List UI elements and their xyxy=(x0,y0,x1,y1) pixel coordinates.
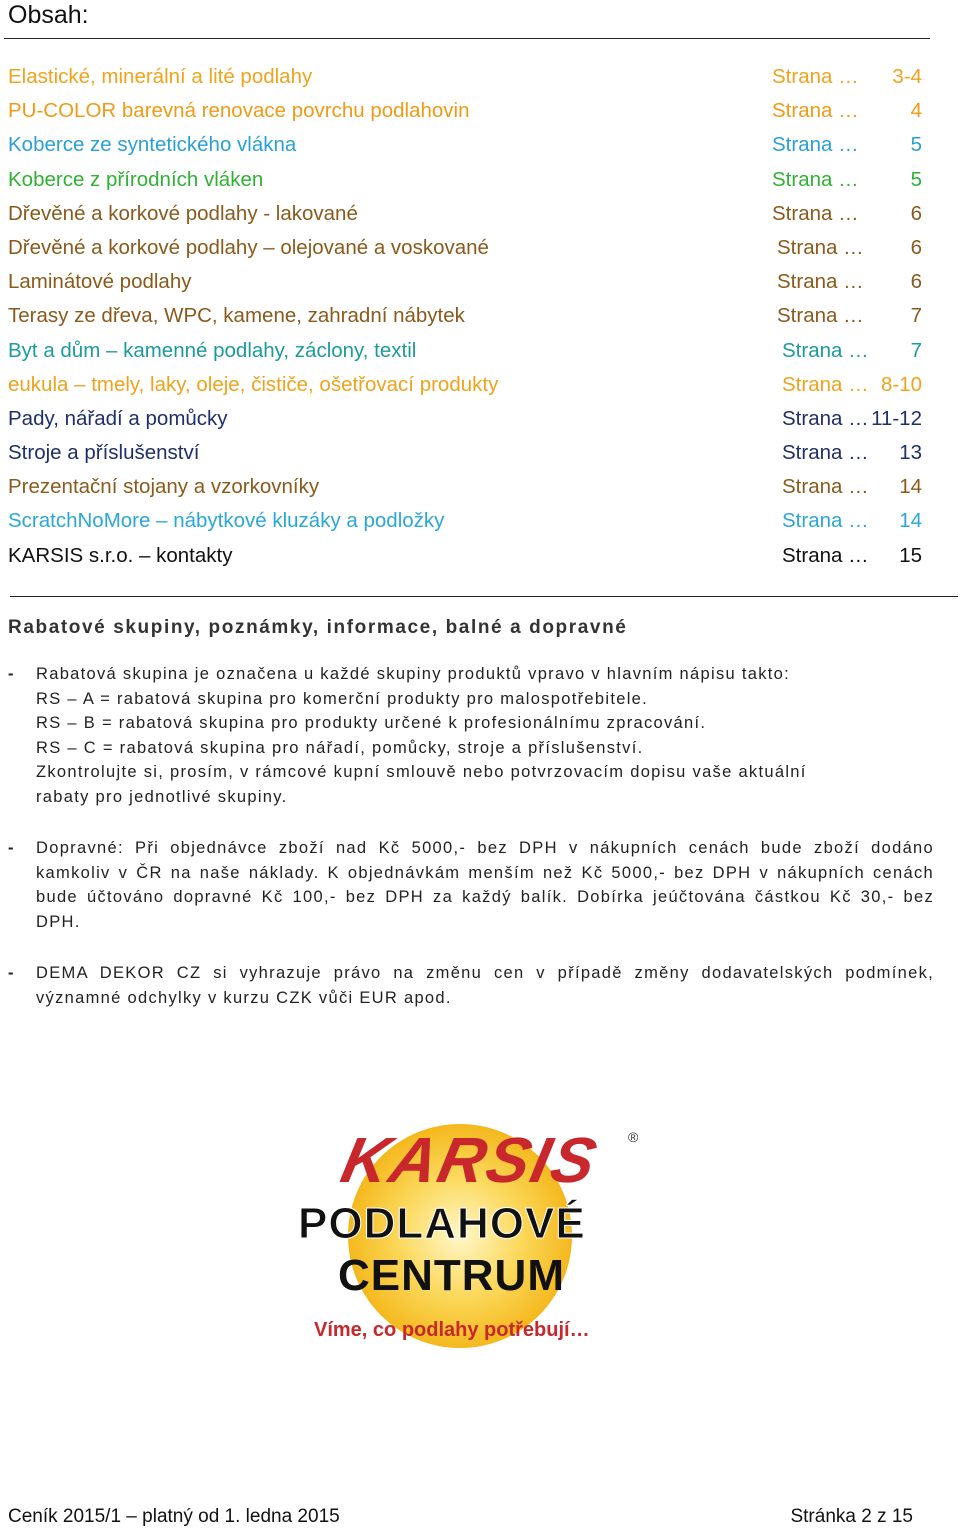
toc-item[interactable] xyxy=(8,94,928,128)
rabat-line: Zkontrolujte si, prosím, v rámcové kupní smlouvě nebo potvrzovacím dopisu vaše aktuální xyxy=(36,763,807,782)
toc-item-title: Byt a dům – kamenné podlahy, záclony, textil xyxy=(8,338,417,362)
page-footer xyxy=(8,1503,913,1531)
logo-registered: ® xyxy=(628,1129,639,1145)
rabat-line: Rabatová skupina je označena u každé skupiny produktů vpravo v hlavním nápisu takto: xyxy=(36,665,791,683)
toc-item-strana: Strana … xyxy=(782,475,869,499)
page-heading: Obsah: xyxy=(8,1,89,29)
toc-item-title: Terasy ze dřeva, WPC, kamene, zahradní nábytek xyxy=(8,304,465,328)
toc-item-page: 8-10 xyxy=(880,372,922,396)
toc-item-title: PU-COLOR barevná renovace povrchu podlahovin xyxy=(8,99,470,123)
toc-item-page: 7 xyxy=(910,304,922,328)
logo-line2: CENTRUM xyxy=(338,1251,565,1300)
rabat-line: RS – C = rabatová skupina pro nářadí, pomůcky, stroje a příslušenství. xyxy=(36,738,644,757)
toc-item-title: Dřevěné a korkové podlahy – olejované a voskované xyxy=(8,235,489,259)
toc-item-title: Koberce ze syntetického vlákna xyxy=(8,133,297,157)
toc-item-title: Laminátové podlahy xyxy=(8,270,192,294)
toc-item[interactable] xyxy=(8,504,928,538)
toc-item[interactable] xyxy=(8,60,928,94)
section-rule xyxy=(10,596,958,597)
toc-item-page: 5 xyxy=(910,167,922,191)
toc-item[interactable] xyxy=(8,368,928,402)
toc-item-page: 15 xyxy=(899,543,922,567)
toc-item-title: Elastické, minerální a lité podlahy xyxy=(8,65,313,88)
toc-item[interactable] xyxy=(8,470,928,504)
karsis-logo xyxy=(290,1118,670,1348)
toc-item-page: 14 xyxy=(899,509,922,533)
toc-item-strana: Strana … xyxy=(777,270,864,294)
toc-item-page: 14 xyxy=(899,475,922,499)
toc-item-page: 13 xyxy=(899,441,922,465)
toc-item[interactable] xyxy=(8,334,928,368)
toc-item-title: ScratchNoMore – nábytkové kluzáky a podložky xyxy=(8,509,445,533)
toc-item-page: 4 xyxy=(910,99,922,123)
toc-item-strana: Strana … xyxy=(782,406,869,430)
toc-item-strana: Strana … xyxy=(782,509,869,533)
price-change-text: DEMA DEKOR CZ si vyhrazuje právo na změnu cen v případě změny dodavatelských podmínek, významné odchylky v kurzu CZK vůči EUR apod. xyxy=(36,964,934,1007)
rabat-line: RS – A = rabatová skupina pro komerční produkty pro malospotřebitele. xyxy=(36,689,649,708)
rabat-section-title: Rabatové skupiny, poznámky, informace, balné a dopravné xyxy=(8,617,628,638)
toc-item-title: Stroje a příslušenství xyxy=(8,441,200,465)
toc-item-title: Dřevěné a korkové podlahy - lakované xyxy=(8,201,358,225)
bullet-dash: - xyxy=(8,665,15,683)
toc-item-page: 5 xyxy=(910,133,922,157)
toc-item-strana: Strana … xyxy=(782,543,869,567)
toc-item-strana: Strana … xyxy=(772,99,859,123)
rabat-line: RS – B = rabatová skupina pro produkty určené k profesionálnímu zpracování. xyxy=(36,714,707,733)
toc-item[interactable] xyxy=(8,539,928,573)
table-of-contents xyxy=(8,60,928,573)
toc-item-page: 11-12 xyxy=(871,406,922,430)
toc-item[interactable] xyxy=(8,265,928,299)
toc-item-title: KARSIS s.r.o. – kontakty xyxy=(8,543,233,567)
price-change-paragraph xyxy=(8,961,934,1010)
bullet-dash: - xyxy=(8,964,15,982)
toc-item-page: 6 xyxy=(910,201,922,225)
toc-item-strana: Strana … xyxy=(777,235,864,259)
toc-item-strana: Strana … xyxy=(772,65,859,88)
toc-item-strana: Strana … xyxy=(772,167,859,191)
toc-item-title: eukula – tmely, laky, oleje, čističe, ošetřovací produkty xyxy=(8,372,499,396)
toc-item-strana: Strana … xyxy=(777,304,864,328)
toc-item[interactable] xyxy=(8,231,928,265)
toc-item-strana: Strana … xyxy=(782,338,869,362)
toc-item-strana: Strana … xyxy=(772,201,859,225)
footer-page-number: Stránka 2 z 15 xyxy=(790,1506,913,1527)
toc-item[interactable] xyxy=(8,402,928,436)
toc-item-strana: Strana … xyxy=(782,372,869,396)
toc-item-page: 3-4 xyxy=(892,65,922,88)
toc-item[interactable] xyxy=(8,128,928,162)
toc-item[interactable] xyxy=(8,299,928,333)
toc-item[interactable] xyxy=(8,197,928,231)
rabat-paragraph xyxy=(8,662,934,810)
toc-item[interactable] xyxy=(8,436,928,470)
toc-item-strana: Strana … xyxy=(772,133,859,157)
dopravne-paragraph xyxy=(8,836,934,934)
footer-pricelist: Ceník 2015/1 – platný od 1. ledna 2015 xyxy=(8,1506,340,1527)
logo-slogan: Víme, co podlahy potřebují… xyxy=(314,1319,590,1341)
toc-item-title: Koberce z přírodních vláken xyxy=(8,167,264,191)
toc-item[interactable] xyxy=(8,163,928,197)
toc-item-page: 6 xyxy=(910,235,922,259)
bullet-dash: - xyxy=(8,839,15,857)
dopravne-text: Dopravné: Při objednávce zboží nad Kč 5000,- bez DPH v nákupních cenách bude zboží dodáno kamkoliv v ČR na naše náklady. K objednávkám menším než Kč 5000,- bez DPH v nákupních cenách bude účtováno dopravné Kč 100,- bez DPH za každý balík. Dobírka jeúčtována částkou Kč 30,- bez DPH. xyxy=(36,839,934,931)
logo-line1: PODLAHOVÉ xyxy=(298,1199,586,1248)
logo-brand: KARSIS xyxy=(335,1123,605,1196)
toc-item-page: 6 xyxy=(910,270,922,294)
toc-item-title: Pady, nářadí a pomůcky xyxy=(8,406,228,430)
rabat-line: rabaty pro jednotlivé skupiny. xyxy=(36,787,288,806)
toc-item-page: 7 xyxy=(910,338,922,362)
toc-item-title: Prezentační stojany a vzorkovníky xyxy=(8,475,320,499)
heading-rule xyxy=(4,38,930,39)
toc-item-strana: Strana … xyxy=(782,441,869,465)
